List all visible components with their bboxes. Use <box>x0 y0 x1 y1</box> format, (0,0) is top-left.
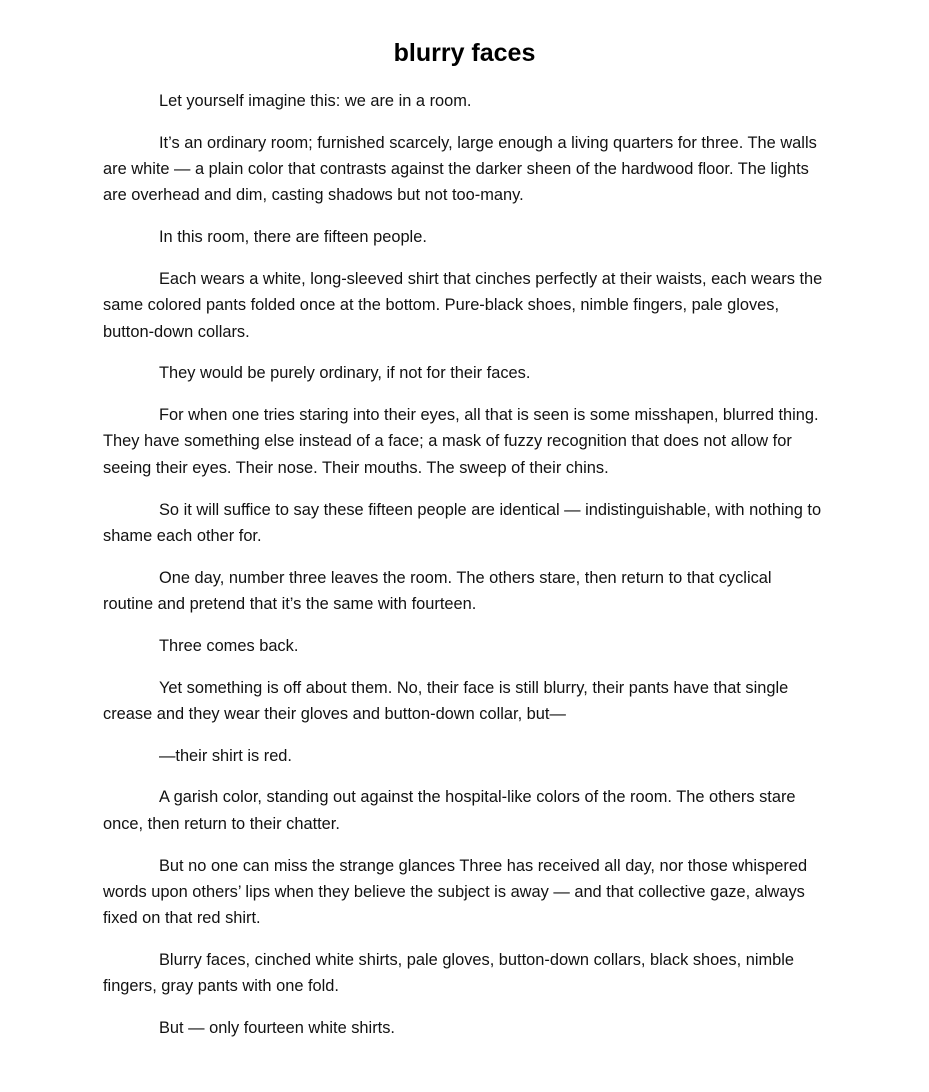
paragraph: It’s an ordinary room; furnished scarcely, large enough a living quarters for three. The walls are white — a plain color that contrasts against the darker sheen of the hardwood floor. The lights are overhead and dim, casting shadows but not too-many. <box>103 133 817 205</box>
paragraph: They would be purely ordinary, if not for their faces. <box>159 364 531 383</box>
paragraph: One day, number three leaves the room. The others stare, then return to that cyclical routine and pretend that it’s the same with fourteen. <box>103 568 772 613</box>
paragraph: —their shirt is red. <box>159 746 292 765</box>
paragraph: Three comes back. <box>159 636 299 655</box>
paragraph: But no one can miss the strange glances Three has received all day, nor those whispered words upon others’ lips when they believe the subject is away — and that collective gaze, always fixed on that red shirt. <box>103 856 808 928</box>
document-body <box>103 88 825 1057</box>
paragraph: Blurry faces, cinched white shirts, pale gloves, button-down collars, black shoes, nimble fingers, gray pants with one fold. <box>103 950 794 996</box>
paragraph: For when one tries staring into their eyes, all that is seen is some misshapen, blurred thing. They have something else instead of a face; a mask of fuzzy recognition that does not allow for seeing their eyes. Their nose. Their mouths. The sweep of their chins. <box>103 406 819 477</box>
paragraph: Each wears a white, long-sleeved shirt that cinches perfectly at their waists, each wears the same colored pants folded once at the bottom. Pure-black shoes, nimble fingers, pale gloves, button-down collars. <box>103 269 823 341</box>
paragraph: In this room, there are fifteen people. <box>159 228 427 247</box>
paragraph: But — only fourteen white shirts. <box>159 1019 395 1038</box>
paragraph: Yet something is off about them. No, their face is still blurry, their pants have that single crease and they wear their gloves and button-down collar, but— <box>103 678 789 723</box>
paragraph: Let yourself imagine this: we are in a room. <box>159 92 472 110</box>
document-title: blurry faces <box>393 39 536 67</box>
paragraph: So it will suffice to say these fifteen people are identical — indistinguishable, with nothing to shame each other for. <box>103 500 822 545</box>
paragraph: A garish color, standing out against the hospital-like colors of the room. The others stare once, then return to their chatter. <box>103 788 796 833</box>
